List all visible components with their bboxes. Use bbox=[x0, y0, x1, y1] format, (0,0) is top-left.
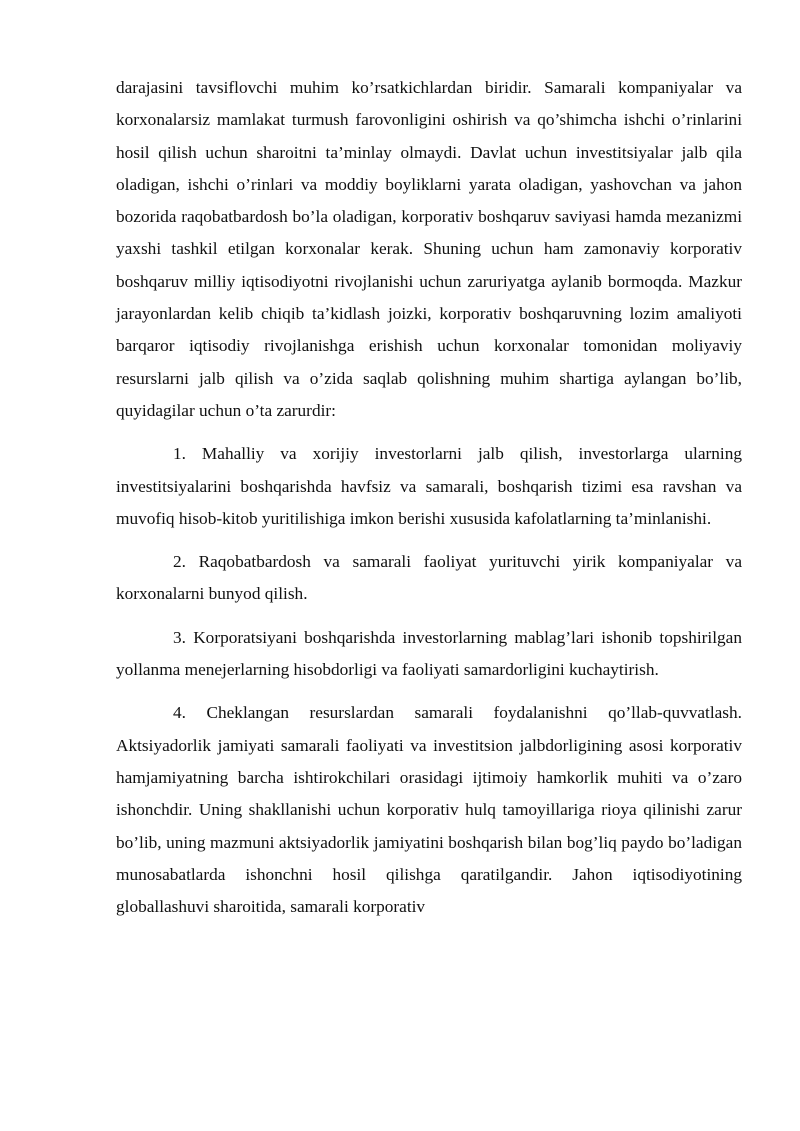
list-item-2: 2. Raqobatbardosh va samarali faoliyat yurituvchi yirik kompaniyalar va korxonalarni bunyod qilish. bbox=[116, 552, 742, 604]
list-item-4: 4. Cheklangan resurslardan samarali foydalanishni qo’llab-quvvatlash. Aktsiyadorlik jamiyati samarali faoliyati va investitsion jalbdorligining asosi korporativ hamjamiyatning barcha ishtirokchilari orasidagi ijtimoiy hamkorlik muhiti va o’zaro ishonchdir. Uning shakllanishi uchun korporativ hulq tamoyillariga rioya qilinishi zarur bo’lib, uning mazmuni aktsiyadorlik jamiyatini boshqarish bilan bog’liq paydo bo’ladigan munosabatlarda ishonchni hosil qilishga qaratilgandir. Jahon iqtisodiyotining globallashuvi sharoitida, samarali korporativ bbox=[116, 703, 742, 917]
list-item-3: 3. Korporatsiyani boshqarishda investorlarning mablag’lari ishonib topshirilgan yollanma menejerlarning hisobdorligi va faoliyati samardorligini kuchaytirish. bbox=[116, 627, 742, 680]
list-item-1: 1. Mahalliy va xorijiy investorlarni jalb qilish, investorlarga ularning investitsiyalarini boshqarishda havfsiz va samarali, boshqarish tizimi esa ravshan va muvofiq hisob-kitob yuritilishiga imkon berishi xususida kafolatlarning ta’minlanishi. bbox=[116, 444, 742, 528]
document-body bbox=[116, 72, 742, 923]
paragraph-intro: darajasini tavsiflovchi muhim ko’rsatkichlardan biridir. Samarali kompaniyalar va korxonalarsiz mamlakat turmush farovonligini oshirish va qo’shimcha ishchi o’rinlarini hosil qilish uchun sharoitni ta’minlay olmaydi. Davlat uchun investitsiyalar jalb qila oladigan, ishchi o’rinlari va moddiy boyliklarni yarata oladigan, yashovchan va jahon bozorida raqobatbardosh bo’la oladigan, korporativ boshqaruv saviyasi hamda mezanizmi yaxshi tashkil etilgan korxonalar kerak. Shuning uchun ham zamonaviy korporativ boshqaruv milliy iqtisodiyotni rivojlanishi uchun zaruriyatga aylanib bormoqda. Mazkur jarayonlardan kelib chiqib ta’kidlash joizki, korporativ boshqaruvning lozim amaliyoti barqaror iqtisodiy rivojlanishga erishish uchun korxonalar tomonidan moliyaviy resurslarni jalb qilish va o’zida saqlab qolishning muhim shartiga aylangan bo’lib, quyidagilar uchun o’ta zarurdir: bbox=[116, 78, 742, 420]
